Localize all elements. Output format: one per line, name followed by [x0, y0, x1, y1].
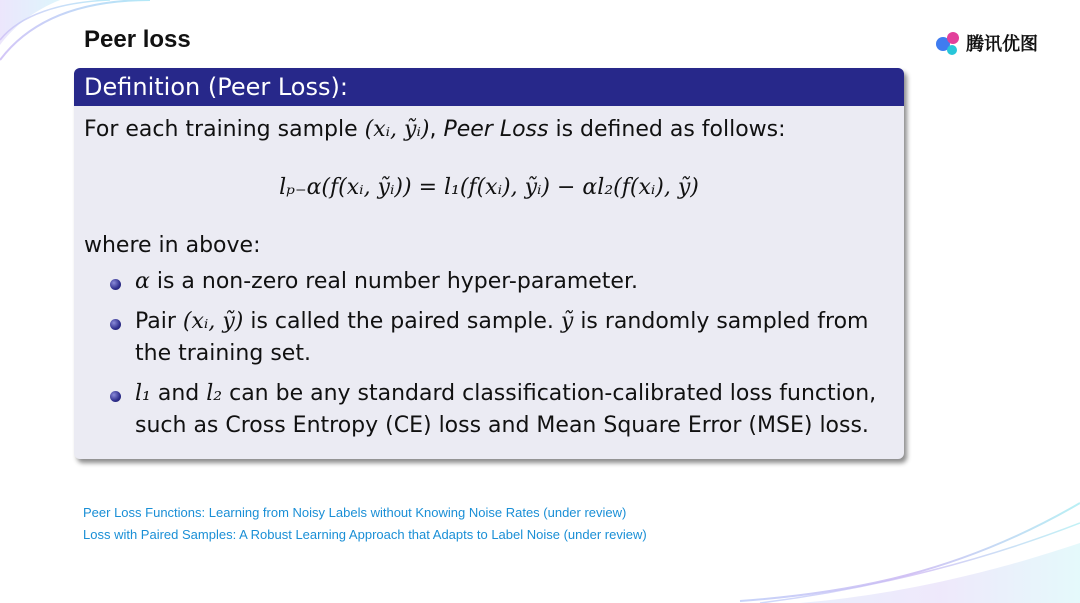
bullet-math: l₁	[135, 381, 151, 406]
definition-bullets	[84, 266, 884, 450]
definition-intro	[84, 114, 786, 146]
intro-comma: ,	[429, 117, 437, 142]
reference-link[interactable]: Loss with Paired Samples: A Robust Learning Approach that Adapts to Label Noise (under review)	[83, 527, 647, 542]
references	[83, 502, 647, 546]
bullet-dot-icon	[110, 391, 121, 402]
definition-header: Definition (Peer Loss):	[74, 68, 904, 106]
definition-block	[74, 68, 904, 459]
bullet-item	[84, 266, 884, 298]
bullet-dot-icon	[110, 279, 121, 290]
bullet-math-2: l₂	[206, 381, 223, 406]
intro-suffix: is defined as follows:	[555, 117, 786, 142]
peer-loss-formula: lₚ₋α(f(xᵢ, ỹᵢ)) = l₁(f(xᵢ), ỹᵢ) − αl₂(f(xᵢ), ỹ)	[279, 175, 699, 200]
intro-term: Peer Loss	[443, 117, 549, 142]
intro-prefix: For each training sample	[84, 117, 358, 142]
bullet-text-2: can be any standard classification-calibrated loss function, such as Cross Entropy (CE) loss and Mean Square Error (MSE) loss.	[135, 381, 877, 438]
bottom-right-decoration	[700, 483, 1080, 603]
bullet-text: is called the paired sample.	[243, 309, 561, 334]
tencent-youtu-logo	[934, 30, 1038, 56]
bullet-math: α	[135, 269, 150, 294]
where-text: where in above:	[84, 233, 261, 258]
slide-title: Peer loss	[84, 26, 191, 53]
bullet-math: (xᵢ, ỹ)	[182, 309, 244, 334]
intro-sample-math: (xᵢ, ỹᵢ)	[364, 117, 430, 142]
bullet-text-2: is randomly sampled from the training set.	[135, 309, 869, 366]
bullet-item	[84, 378, 884, 442]
bullet-text: is a non-zero real number hyper-parameter.	[149, 269, 638, 294]
bullet-item	[84, 306, 884, 370]
logo-mark-icon	[934, 30, 962, 56]
bullet-math-2: ỹ	[560, 309, 574, 334]
bullet-lead: Pair	[135, 309, 183, 334]
bullet-text: and	[150, 381, 207, 406]
reference-link[interactable]: Peer Loss Functions: Learning from Noisy Labels without Knowing Noise Rates (under review)	[83, 505, 627, 520]
logo-text: 腾讯优图	[966, 34, 1038, 55]
bullet-dot-icon	[110, 319, 121, 330]
